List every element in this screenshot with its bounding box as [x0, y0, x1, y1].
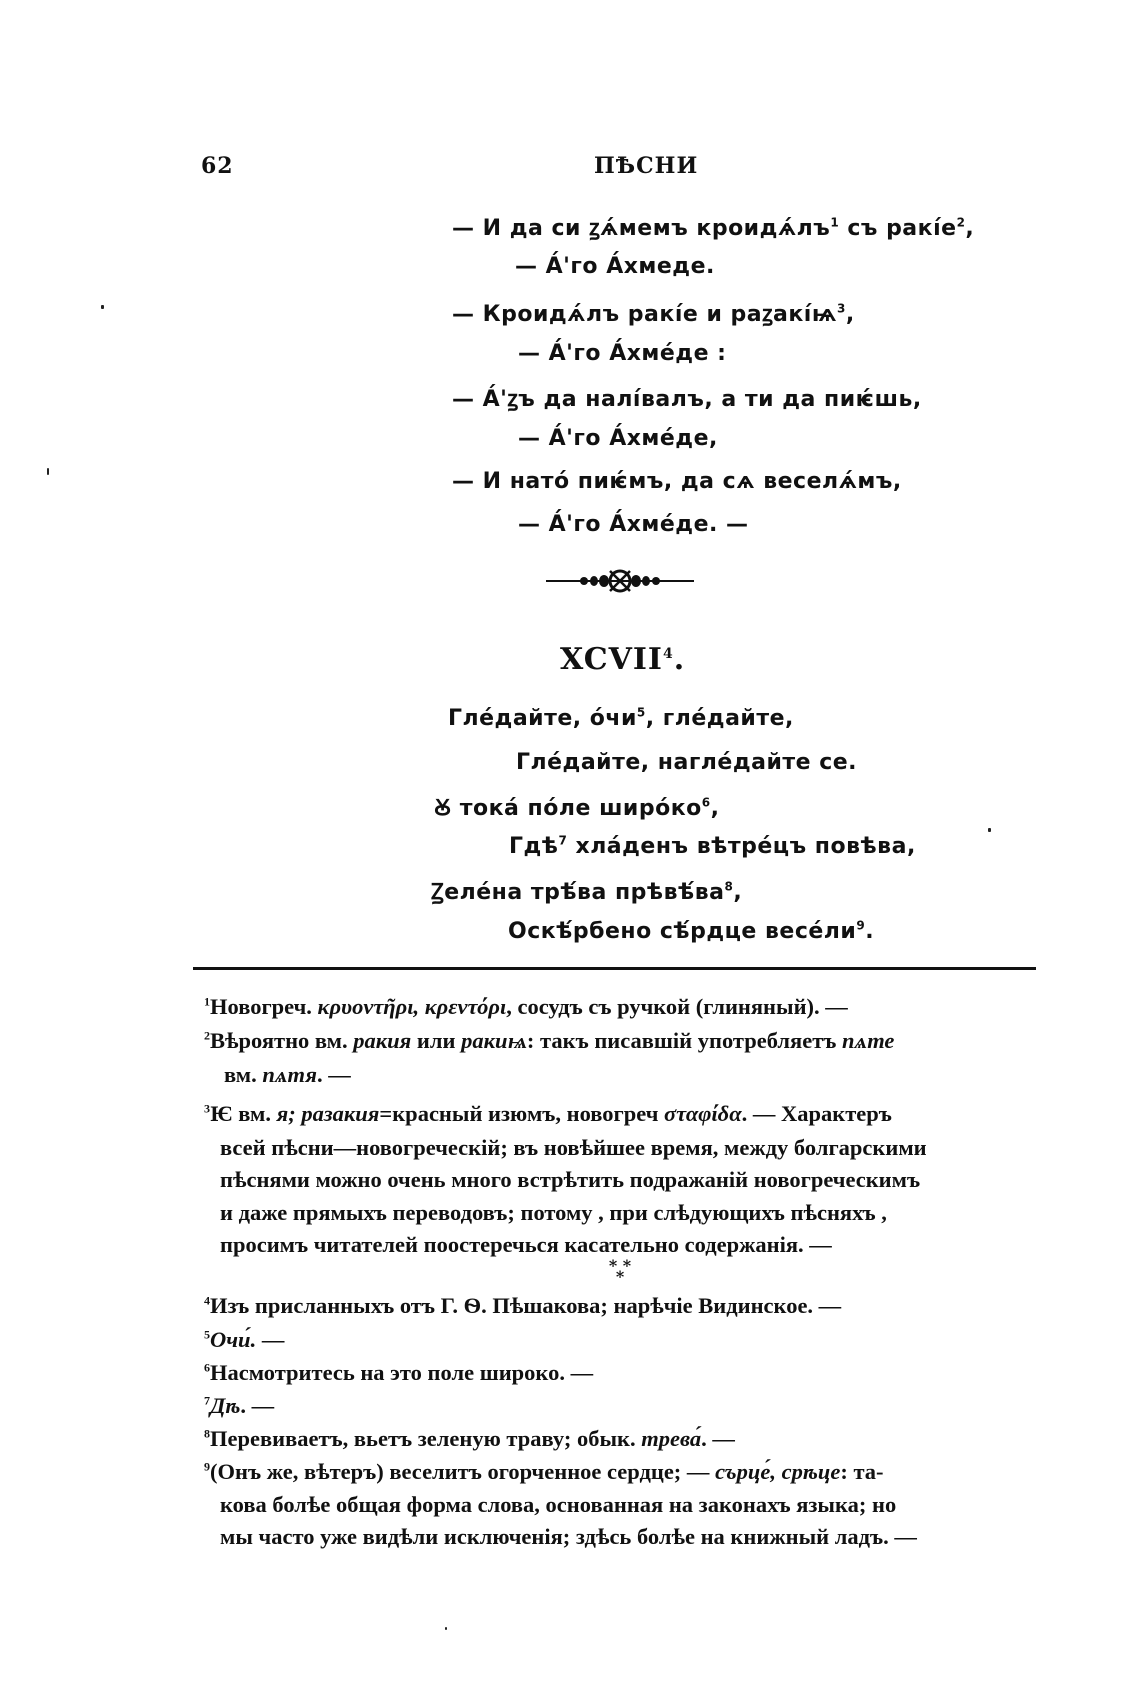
verse-line: Гле́дайте, $о́чи^5$, гле́дайте, [448, 705, 794, 731]
scan-speck [445, 1627, 447, 1630]
verse-line: — А́'го А́хме́де : [518, 341, 727, 366]
verse-line: — И да си ꙁѧ́мемъ $кроидѧ́лъ^1$ съ $ракі́е^2$, [452, 215, 975, 241]
footnote-3-line: просимъ читателей поостеречься касательно содержанія. — [220, 1232, 832, 1257]
footnote-9: $^9$(Онъ же, вѣтеръ) веселитъ огорченное сердце; — сърце́, срѣце: та- [204, 1459, 884, 1484]
footnote-8: $^8$Перевиваетъ, вьетъ зеленую траву; обык. трева́. — [204, 1426, 735, 1451]
verse-line: — А́'го А́хмеде. [515, 254, 715, 279]
verse-line: Гле́дайте, нагле́дайте се. [516, 750, 858, 775]
footnote-4: $^4$Изъ присланныхъ отъ Г. Ѳ. Пѣшакова; нарѣчіе Видинское. — [204, 1293, 842, 1318]
footnote-3: $^3$Ѥ вм. я; разакия=красный изюмъ, новогреч σταφίδα. — Характеръ [204, 1101, 892, 1126]
scan-speck [988, 828, 991, 832]
footnote-1: $^1$Новогреч. κρυοντῆρι, κρεντόρι, сосудъ съ ручкой (глиняный). — [204, 994, 848, 1019]
page-number: 62 [201, 153, 234, 179]
asterism: * * * [608, 1256, 632, 1286]
verse-line: Ꙋ тока́ по́ле $широ́ко^6$, [434, 795, 720, 821]
footnote-2-cont: вм. пѧтя. — [224, 1062, 351, 1087]
footnote-5: $^5$Очи́. — [204, 1327, 285, 1352]
footnote-3-line: и даже прямыхъ переводовъ; потому , при слѣдующихъ пѣсняхъ , [220, 1200, 887, 1225]
ornament-divider [546, 568, 694, 594]
footnote-rule [193, 967, 1036, 970]
verse-line: — Кроидѧ́лъ ракі́е и $раꙁакі́ѩ^3$, [452, 301, 855, 327]
scan-speck [47, 468, 49, 475]
running-title: ПѢСНИ [594, 153, 699, 179]
footnote-2: $^2$Вѣроятно вм. ракия или ракиѩ: такъ писавшій употребляетъ пѧте [204, 1028, 895, 1053]
verse-line: Ꙁеле́на трѣ́ва $прѣвѣ́ва^8$, [431, 879, 743, 905]
verse-line: — А́'го А́хме́де. — [518, 512, 749, 537]
footnote-9-line: кова болѣе общая форма слова, основанная на законахъ языка; но [220, 1492, 897, 1517]
verse-line: — И нато́ пиѥ́мъ, да сѧ веселѧ́мъ, [452, 469, 902, 494]
footnote-7: $^7$Дѣ. — [204, 1393, 275, 1418]
verse-line: Гдѣ$^7$ хла́денъ вѣтре́цъ повѣва, [509, 833, 916, 859]
footnote-3-line: пѣснями можно очень много встрѣтить подражаній новогреческимъ [220, 1167, 921, 1192]
verse-line: — А́'ꙁъ да налі́валъ, а ти да пиѥ́шь, [452, 387, 922, 412]
footnote-6: $^6$Насмотритесь на это поле широко. — [204, 1360, 594, 1385]
verse-line: Оскѣ́рбено сѣ́рдце $весе́ли^9$. [508, 918, 875, 944]
verse-line: — А́'го А́хме́де, [518, 426, 718, 451]
footnote-3-line: всей пѣсни—новогреческій; въ новѣйшее время, между болгарскими [220, 1135, 927, 1160]
footnote-9-line: мы часто уже видѣли исключенія; здѣсь болѣе на книжный ладъ. — [220, 1524, 917, 1549]
song-number-title: XCVII$^4$. [560, 642, 686, 677]
scan-speck [101, 305, 104, 309]
